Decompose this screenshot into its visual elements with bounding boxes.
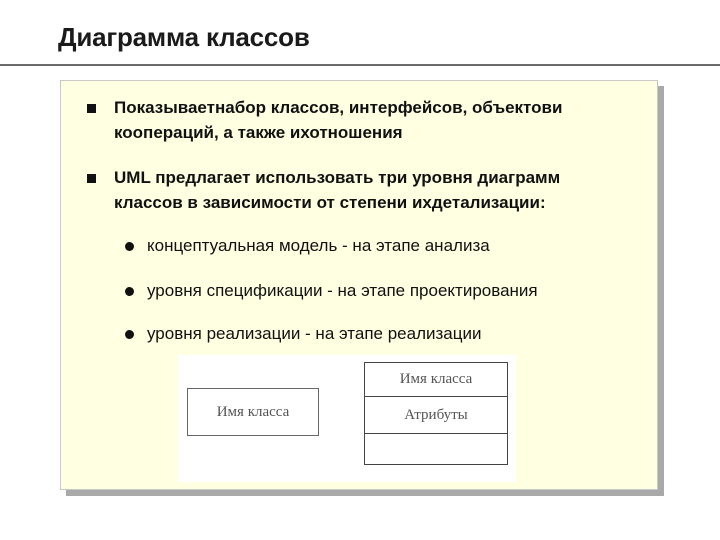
- full-class-box: [364, 362, 508, 465]
- round-bullet-icon: [125, 330, 134, 339]
- title-divider: [0, 64, 720, 66]
- sub-item: уровня реализации - на этапе реализации: [127, 322, 637, 346]
- round-bullet-icon: [125, 242, 134, 251]
- sub-item: уровня спецификации - на этапе проектирования: [127, 279, 637, 303]
- simple-class-box: Имя класса: [187, 388, 319, 436]
- operations-cell: [365, 434, 507, 464]
- sub-item: концептуальная модель - на этапе анализа: [127, 234, 637, 258]
- bullet-line: UML предлагает использовать три уровня диаграмм: [114, 168, 561, 187]
- square-bullet-icon: [87, 104, 96, 113]
- class-name-cell: Имя класса: [365, 363, 507, 397]
- bullet-item: [89, 95, 629, 145]
- bullet-line: коопераций, а также ихотношения: [114, 123, 403, 142]
- bullet-line: Показываетнабор классов, интерфейсов, объектови: [114, 98, 563, 117]
- attributes-cell: Атрибуты: [365, 397, 507, 434]
- square-bullet-icon: [87, 174, 96, 183]
- uml-class-diagram: [178, 355, 516, 482]
- bullet-line: классов в зависимости от степени ихдетализации:: [114, 193, 546, 212]
- round-bullet-icon: [125, 287, 134, 296]
- page-title: Диаграмма классов: [58, 22, 310, 52]
- bullet-item: [89, 165, 629, 215]
